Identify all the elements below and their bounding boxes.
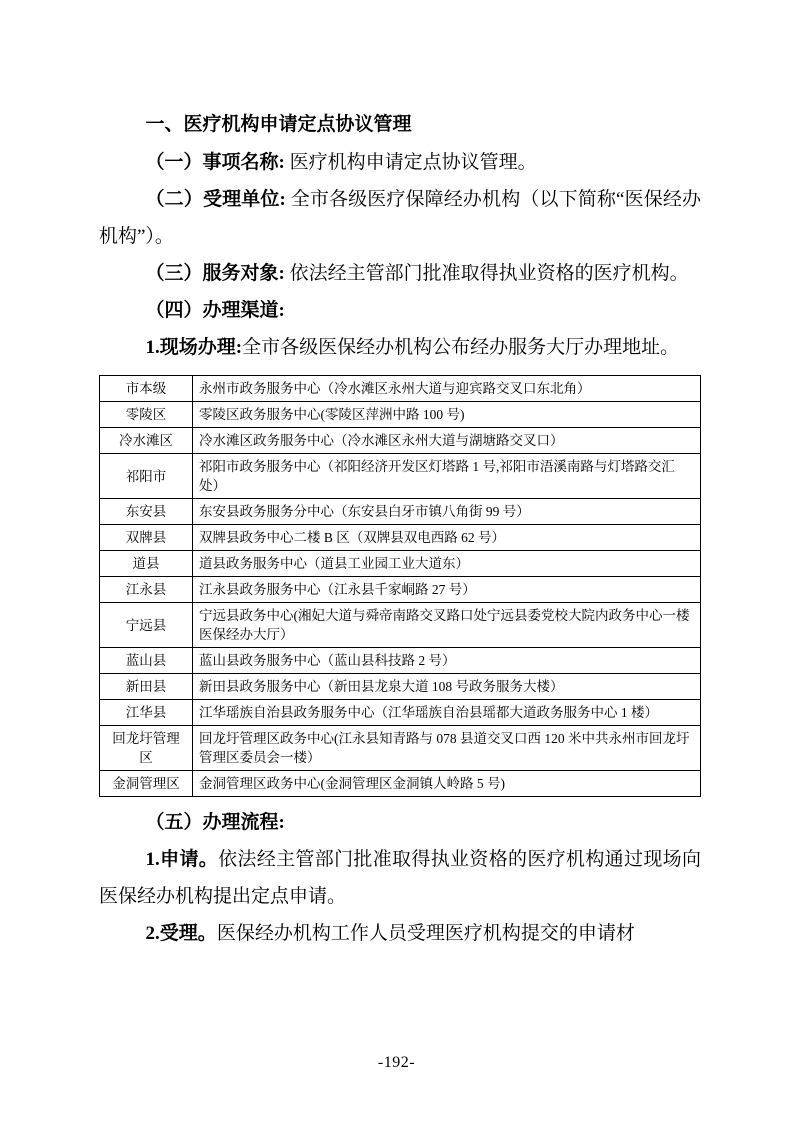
paragraph-service-target	[99, 255, 701, 292]
paragraph-item-name	[99, 144, 701, 181]
table-row	[100, 648, 701, 674]
paragraph-process-label: （五）办理流程:	[145, 812, 285, 833]
table-row	[100, 525, 701, 551]
region-cell: 新田县	[100, 674, 193, 700]
region-cell: 江华县	[100, 700, 193, 726]
paragraph-channel-label: （四）办理渠道:	[145, 300, 285, 321]
table-row	[100, 726, 701, 771]
paragraph-process	[99, 804, 701, 841]
table-row	[100, 674, 701, 700]
service-centers-table-body	[100, 376, 701, 797]
section-title: 一、医疗机构申请定点协议管理	[145, 114, 412, 135]
table-row	[100, 376, 701, 402]
address-cell: 冷水滩区政务服务中心（冷水滩区永州大道与湖塘路交叉口）	[193, 428, 701, 454]
region-cell: 道县	[100, 551, 193, 577]
paragraph-accept-label: 2.受理。	[145, 923, 217, 944]
paragraph-onsite-label: 1.现场办理:	[145, 337, 243, 358]
address-cell: 回龙圩管理区政务中心(江永县知青路与 078 县道交叉口西 120 米中共永州市回龙圩管理区委员会一楼）	[193, 726, 701, 771]
address-cell: 祁阳市政务服务中心（祁阳经济开发区灯塔路 1 号,祁阳市浯溪南路与灯塔路交汇处）	[193, 454, 701, 499]
address-cell: 东安县政务服务分中心（东安县白牙市镇八角街 99 号）	[193, 499, 701, 525]
address-cell: 宁远县政务中心(湘妃大道与舜帝南路交叉路口处宁远县委党校大院内政务中心一楼医保经办大厅）	[193, 603, 701, 648]
table-row	[100, 603, 701, 648]
paragraph-onsite-text: 全市各级医保经办机构公布经办服务大厅办理地址。	[242, 337, 680, 358]
paragraph-accept-unit-text: 全市各级医疗保障经办机构（以下简称“医保经办机构”）。	[99, 189, 701, 247]
address-cell: 零陵区政务服务中心(零陵区萍洲中路 100 号)	[193, 402, 701, 428]
paragraph-item-name-label: （一）事项名称:	[145, 152, 285, 173]
address-cell: 江华瑶族自治县政务服务中心（江华瑶族自治县瑶都大道政务服务中心 1 楼）	[193, 700, 701, 726]
paragraph-service-target-text: 依法经主管部门批准取得执业资格的医疗机构。	[284, 263, 689, 284]
paragraph-channel	[99, 292, 701, 329]
table-row	[100, 700, 701, 726]
paragraph-apply	[99, 841, 701, 915]
address-cell: 双牌县政务中心二楼 B 区（双牌县双电西路 62 号）	[193, 525, 701, 551]
address-cell: 道县政务服务中心（道县工业园工业大道东）	[193, 551, 701, 577]
region-cell: 祁阳市	[100, 454, 193, 499]
address-cell: 永州市政务服务中心（冷水滩区永州大道与迎宾路交叉口东北角）	[193, 376, 701, 402]
region-cell: 零陵区	[100, 402, 193, 428]
address-cell: 新田县政务服务中心（新田县龙泉大道 108 号政务服务大楼）	[193, 674, 701, 700]
service-centers-table	[99, 375, 701, 797]
paragraph-accept-text: 医保经办机构工作人员受理医疗机构提交的申请材	[216, 923, 635, 944]
table-row	[100, 499, 701, 525]
table-row	[100, 771, 701, 797]
region-cell: 冷水滩区	[100, 428, 193, 454]
document-content	[99, 106, 701, 952]
paragraph-service-target-label: （三）服务对象:	[145, 263, 285, 284]
region-cell: 东安县	[100, 499, 193, 525]
region-cell: 蓝山县	[100, 648, 193, 674]
table-row	[100, 428, 701, 454]
address-cell: 江永县政务服务中心（江永县千家峒路 27 号）	[193, 577, 701, 603]
paragraph-accept-unit-label: （二）受理单位:	[145, 189, 286, 210]
table-row	[100, 551, 701, 577]
region-cell: 江永县	[100, 577, 193, 603]
region-cell: 市本级	[100, 376, 193, 402]
paragraph-apply-label: 1.申请。	[145, 849, 219, 870]
address-cell: 金洞管理区政务中心(金洞管理区金洞镇人岭路 5 号)	[193, 771, 701, 797]
region-cell: 宁远县	[100, 603, 193, 648]
region-cell: 回龙圩管理区	[100, 726, 193, 771]
paragraph-item-name-text: 医疗机构申请定点协议管理。	[284, 152, 537, 173]
table-row	[100, 402, 701, 428]
region-cell: 金洞管理区	[100, 771, 193, 797]
paragraph-apply-text: 依法经主管部门批准取得执业资格的医疗机构通过现场向医保经办机构提出定点申请。	[99, 849, 701, 907]
table-row	[100, 577, 701, 603]
address-cell: 蓝山县政务服务中心（蓝山县科技路 2 号）	[193, 648, 701, 674]
region-cell: 双牌县	[100, 525, 193, 551]
table-row	[100, 454, 701, 499]
paragraph-accept-unit	[99, 181, 701, 255]
paragraph-onsite	[99, 329, 701, 366]
paragraph-accept	[99, 915, 701, 952]
page-number: -192-	[377, 1054, 416, 1071]
